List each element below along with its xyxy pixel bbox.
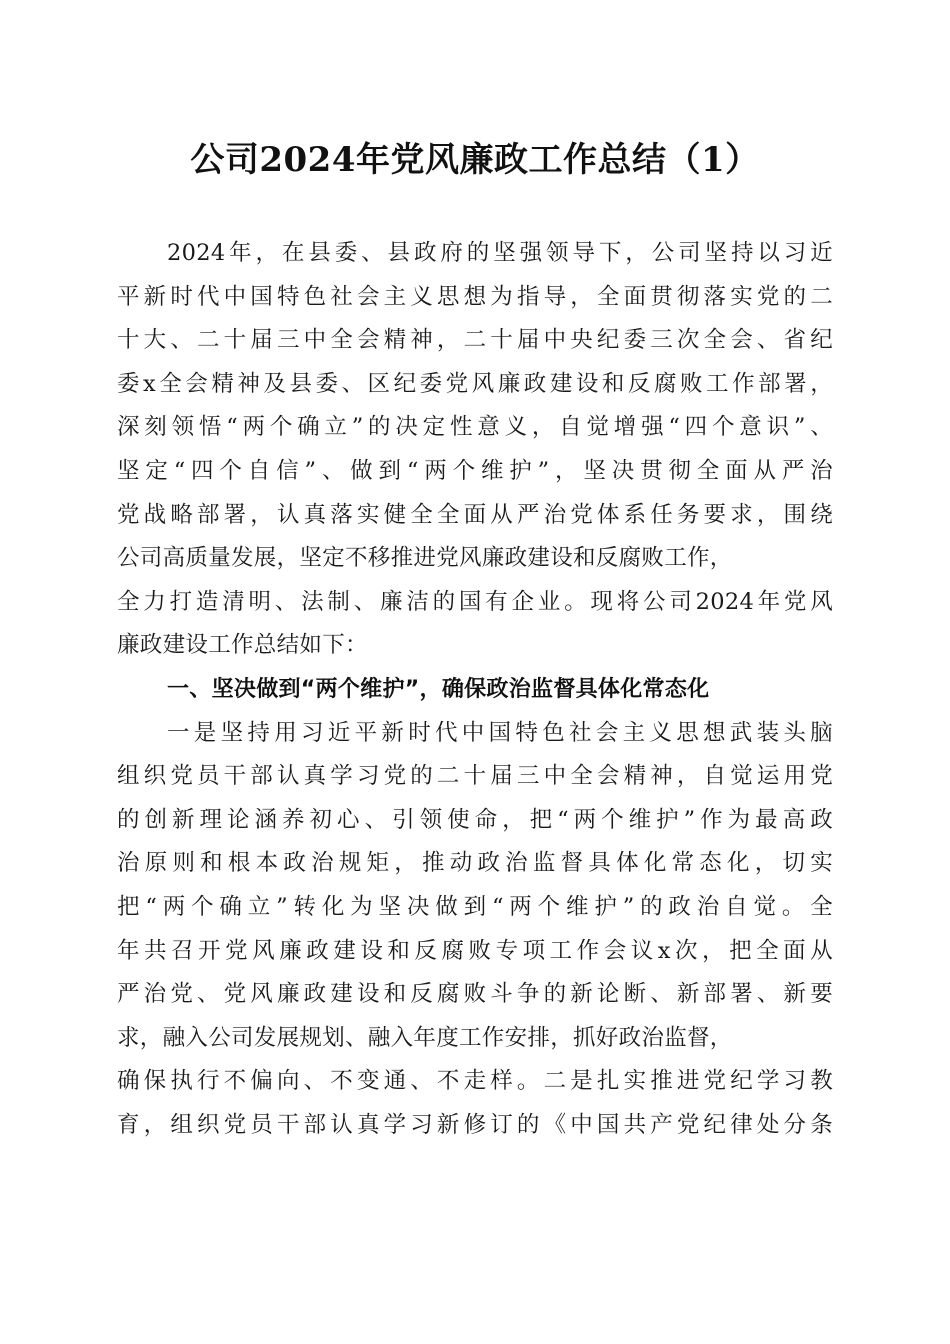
paragraph-line: 深刻领悟“两个确立”的决定性意义，自觉增强“四个意识”、 [117, 414, 833, 441]
paragraph-line: 坚定“四个自信”、做到“两个维护”，坚决贯彻全面从严治 [117, 457, 833, 484]
document-body [117, 232, 833, 1147]
paragraph-line: 十大、二十届三中全会精神，二十届中央纪委三次全会、省纪 [117, 327, 833, 354]
paragraph-line: 年共召开党风廉政建设和反腐败专项工作会议x次，把全面从 [117, 937, 833, 964]
paragraph-line: 党战略部署，认真落实健全全面从严治党体系任务要求，围绕 [117, 501, 833, 528]
section-heading: 一、坚决做到“两个维护”，确保政治监督具体化常态化 [167, 676, 710, 702]
paragraph-line: 组织党员干部认真学习党的二十届三中全会精神，自觉运用党 [117, 763, 833, 790]
document-title: 公司2024年党风廉政工作总结（1） [190, 140, 760, 180]
paragraph-line: 求，融入公司发展规划、融入年度工作安排，抓好政治监督， [117, 1024, 733, 1051]
paragraph-line: 全力打造清明、法制、廉洁的国有企业。现将公司2024年党风 [117, 588, 833, 615]
paragraph-line: 的创新理论涵养初心、引领使命，把“两个维护”作为最高政 [117, 806, 833, 833]
paragraph-line: 公司高质量发展，坚定不移推进党风廉政建设和反腐败工作， [117, 545, 733, 572]
paragraph-line: 把“两个确立”转化为坚决做到“两个维护”的政治自觉。全 [117, 893, 833, 920]
paragraph-line: 严治党、党风廉政建设和反腐败斗争的新论断、新部署、新要 [117, 981, 833, 1008]
paragraph-line: 2024年，在县委、县政府的坚强领导下，公司坚持以习近 [167, 240, 833, 266]
paragraph-line: 育，组织党员干部认真学习新修订的《中国共产党纪律处分条 [117, 1111, 833, 1138]
paragraph-line: 一是坚持用习近平新时代中国特色社会主义思想武装头脑 [167, 719, 833, 746]
paragraph-line: 廉政建设工作总结如下： [117, 632, 368, 659]
paragraph-line: 确保执行不偏向、不变通、不走样。二是扎实推进党纪学习教 [117, 1068, 833, 1095]
paragraph-line: 平新时代中国特色社会主义思想为指导，全面贯彻落实党的二 [117, 283, 833, 310]
paragraph-line: 治原则和根本政治规矩，推动政治监督具体化常态化，切实 [117, 850, 833, 877]
paragraph-line: 委x全会精神及县委、区纪委党风廉政建设和反腐败工作部署， [117, 370, 833, 397]
